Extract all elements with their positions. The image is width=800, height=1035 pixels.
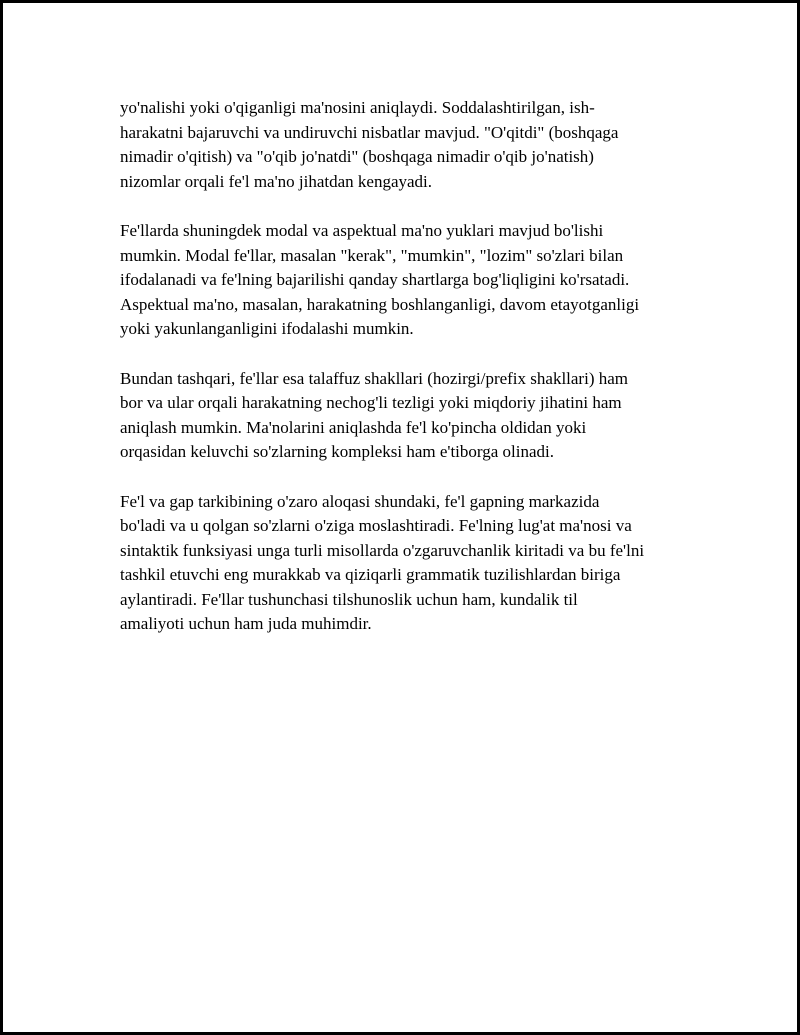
text-line: Aspektual ma'no, masalan, harakatning boshlanganligi, davom etayotganligi [120,294,640,314]
paragraph-4 [120,490,695,638]
text-line: Fe'l va gap tarkibining o'zaro aloqasi shundaki, fe'l gapning markazida [120,491,600,511]
text-line: yoki yakunlanganligini ifodalashi mumkin. [120,319,414,339]
text-line: bor va ular orqali harakatning nechog'li tezligi yoki miqdoriy jihatini ham [120,393,622,413]
text-line: bo'ladi va u qolgan so'zlarni o'ziga moslashtiradi. Fe'lning lug'at ma'nosi va [120,516,632,536]
text-line: Bundan tashqari, fe'llar esa talaffuz shakllari (hozirgi/prefix shakllari) ham [120,368,628,388]
text-line: orqasidan keluvchi so'zlarning kompleksi ham e'tiborga olinadi. [120,442,555,462]
paragraph-2 [120,219,695,342]
paragraph-3 [120,367,695,465]
document-body [120,96,695,637]
text-line: nimadir o'qitish) va "o'qib jo'natdi" (boshqaga nimadir o'qib jo'natish) [120,147,594,167]
text-line: mumkin. Modal fe'llar, masalan "kerak", "mumkin", "lozim" so'zlari bilan [120,245,624,265]
text-line: amaliyoti uchun ham juda muhimdir. [120,614,372,634]
text-line: tashkil etuvchi eng murakkab va qiziqarli grammatik tuzilishlardan biriga [120,565,621,585]
text-line: ifodalanadi va fe'lning bajarilishi qanday shartlarga bog'liqligini ko'rsatadi. [120,270,630,290]
text-line: aylantiradi. Fe'llar tushunchasi tilshunoslik uchun ham, kundalik til [120,589,578,609]
paragraph-1 [120,96,695,194]
text-line: yo'nalishi yoki o'qiganligi ma'nosini aniqlaydi. Soddalashtirilgan, ish- [120,98,595,117]
text-line: Fe'llarda shuningdek modal va aspektual ma'no yuklari mavjud bo'lishi [120,220,604,240]
text-line: nizomlar orqali fe'l ma'no jihatdan kengayadi. [120,171,433,191]
text-line: aniqlash mumkin. Ma'nolarini aniqlashda fe'l ko'pincha oldidan yoki [120,417,587,437]
text-line: sintaktik funksiyasi unga turli misollarda o'zgaruvchanlik kiritadi va bu fe'lni [120,540,645,560]
text-line: harakatni bajaruvchi va undiruvchi nisbatlar mavjud. "O'qitdi" (boshqaga [120,122,619,142]
